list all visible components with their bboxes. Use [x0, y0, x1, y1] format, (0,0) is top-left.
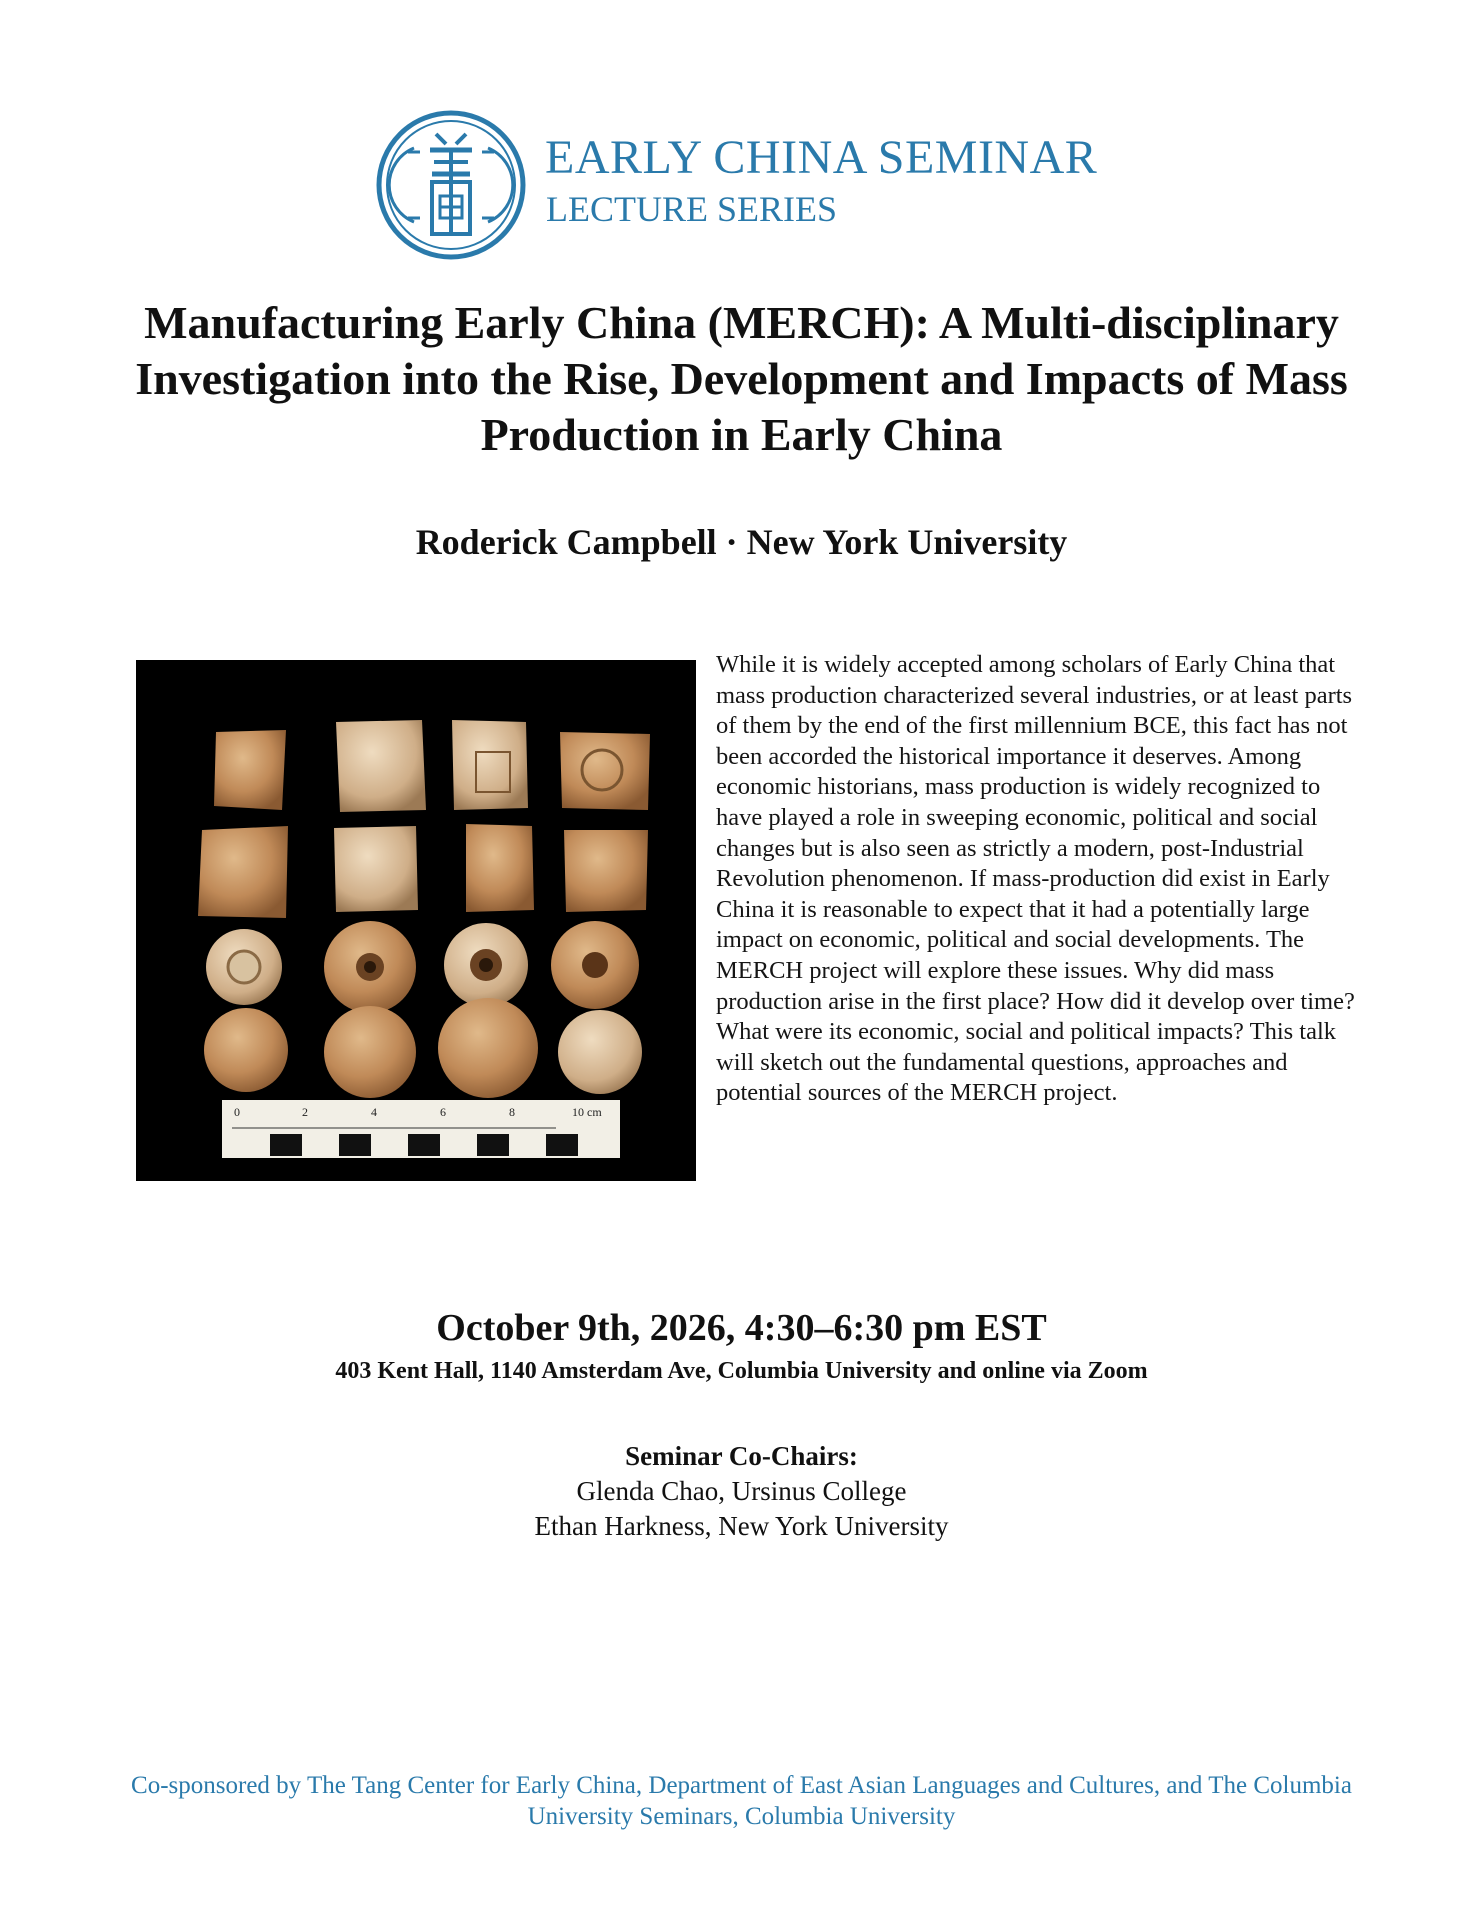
scale-label: 2 — [302, 1105, 308, 1119]
seminar-header — [376, 110, 1136, 260]
lecture-title: Manufacturing Early China (MERCH): A Multi-disciplinary Investigation into the Rise, Development and Impacts of Mass Production in Early China — [135, 297, 1348, 460]
scale-label: 0 — [234, 1105, 240, 1119]
abstract-text: While it is widely accepted among scholars of Early China that mass production characterized several industries, or at least parts of them by the end of the first millennium BCE, this fact has not been accorded the historical importance it deserves. Among economic historians, mass production is widely recognized to have played a role in sweeping economic, political and social changes but is also seen as strictly a modern, post-Industrial Revolution phenomenon. If mass-production did exist in Early China it is reasonable to expect that it had a potentially large impact on economic, political and social developments. The MERCH project will explore these issues. Why did mass production arise in the first place? How did it develop over time? What were its economic, social and political impacts? This talk will sketch out the fundamental questions, approaches and potential sources of the MERCH project. — [716, 651, 1355, 1107]
scale-bar — [222, 1100, 620, 1158]
cochairs-heading: Seminar Co-Chairs: — [625, 1441, 858, 1471]
cosponsors-note: Co-sponsored by The Tang Center for Early China, Department of East Asian Languages and Cultures, and The Columbia University Seminars, Columbia University — [131, 1772, 1352, 1830]
speaker-line: Roderick Campbell · New York University — [415, 522, 1068, 562]
scale-label: 8 — [509, 1105, 515, 1119]
seminar-seal-logo — [376, 110, 526, 260]
event-venue: 403 Kent Hall, 1140 Amsterdam Ave, Columbia University and online via Zoom — [335, 1358, 1148, 1384]
series-subtitle: LECTURE SERIES — [546, 189, 838, 229]
cochairs-block — [0, 1438, 1483, 1544]
cochair-name: Glenda Chao, Ursinus College — [576, 1476, 907, 1506]
scale-label: 10 cm — [572, 1105, 602, 1119]
scale-label: 6 — [440, 1105, 446, 1119]
artifacts-photo — [136, 660, 696, 1181]
event-datetime: October 9th, 2026, 4:30–6:30 pm EST — [436, 1307, 1047, 1349]
scale-label: 4 — [371, 1105, 377, 1119]
cochair-name: Ethan Harkness, New York University — [534, 1511, 949, 1541]
series-title: EARLY CHINA SEMINAR — [545, 131, 1098, 184]
